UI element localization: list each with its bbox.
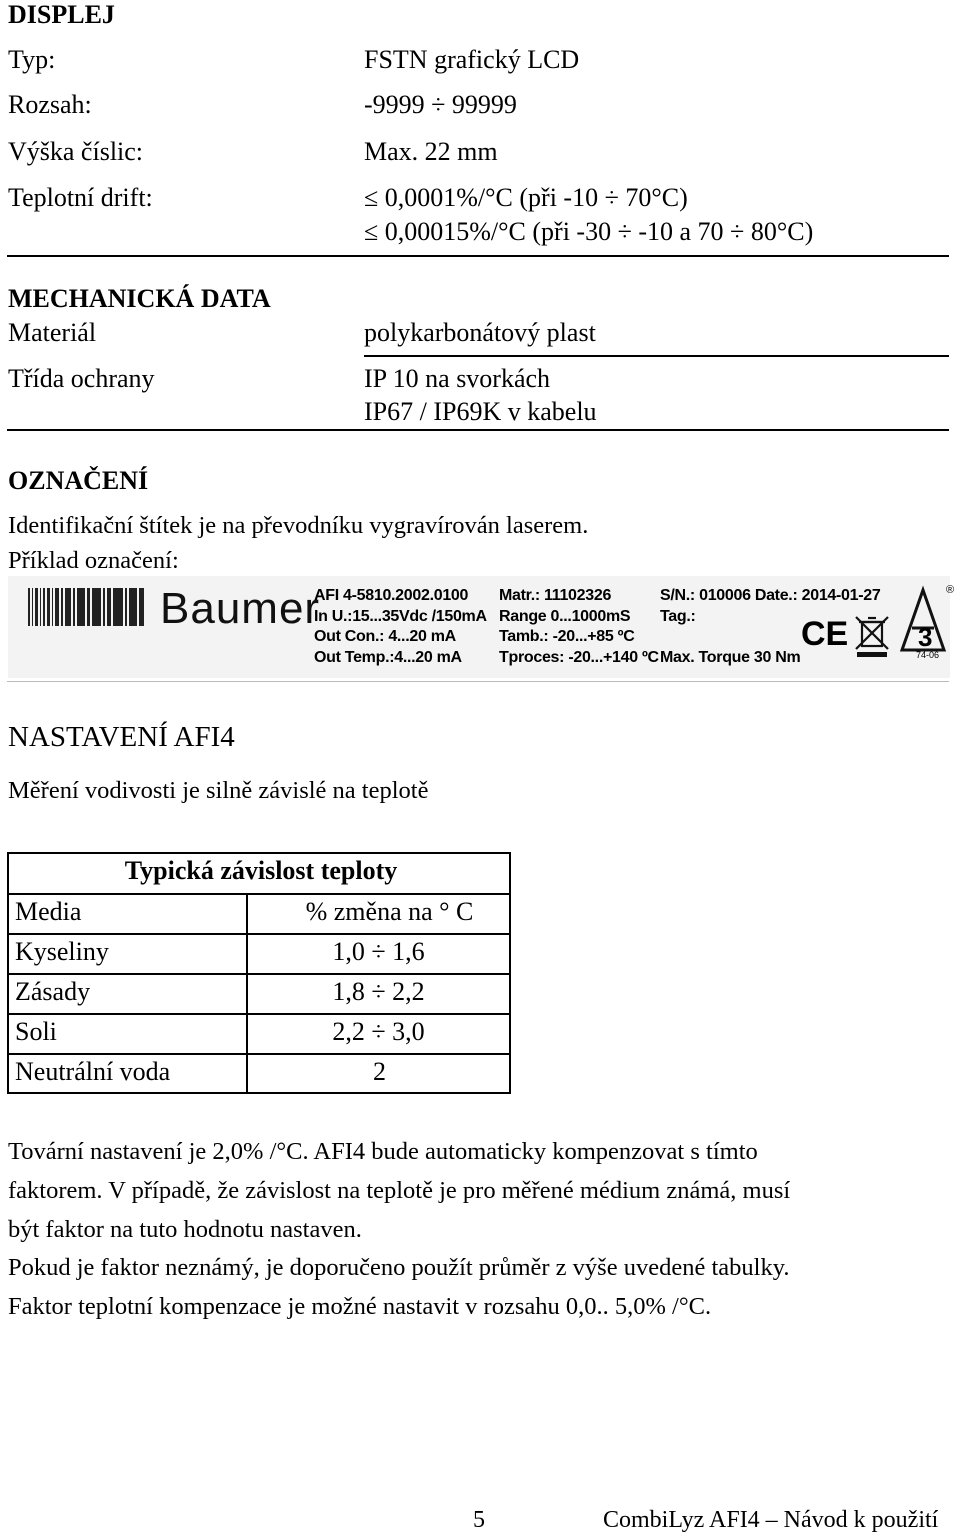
section-heading-settings: NASTAVENÍ AFI4 <box>8 721 235 753</box>
table-cell-media: Soli <box>15 1017 57 1046</box>
table-cell-value: 1,8 ÷ 2,2 <box>332 977 425 1006</box>
section-heading-mechanical: MECHANICKÁ DATA <box>8 284 271 313</box>
table-cell-media: Neutrální voda <box>15 1057 171 1086</box>
paragraph-line: Tovární nastavení je 2,0% /°C. AFI4 bude automaticky kompenzovat s tímto <box>8 1138 758 1165</box>
spec-value-protection-2: IP67 / IP69K v kabelu <box>364 397 597 426</box>
settings-intro: Měření vodivosti je silně závislé na teplotě <box>8 777 429 804</box>
divider <box>7 255 949 257</box>
weee-bin-icon <box>853 614 891 658</box>
label-line: Out Con.: 4...20 mA <box>314 628 456 645</box>
divider <box>7 681 949 682</box>
3a-number: 3 <box>918 622 933 652</box>
table-divider <box>9 973 509 975</box>
table-cell-value: 2,2 ÷ 3,0 <box>332 1017 425 1046</box>
page-number: 5 <box>473 1507 485 1533</box>
label-column-2 <box>499 586 659 668</box>
spec-value-temp-drift-1: ≤ 0,0001%/°C (při -10 ÷ 70°C) <box>364 183 688 212</box>
3a-sanitary-mark <box>898 584 956 664</box>
table-divider <box>9 1053 509 1055</box>
spec-label-temp-drift: Teplotní drift: <box>8 183 153 212</box>
spec-label-range: Rozsah: <box>8 90 92 119</box>
temperature-table <box>7 852 511 1094</box>
spec-label-protection: Třída ochrany <box>8 364 155 393</box>
brand-logo: Baumer <box>160 584 321 633</box>
section-heading-display: DISPLEJ <box>8 0 115 29</box>
table-header-change: % změna na ° C <box>305 897 474 926</box>
paragraph-line: Pokud je faktor neznámý, je doporučeno použít průměr z výše uvedené tabulky. <box>8 1254 790 1281</box>
label-line: Tproces: -20...+140 ºC <box>499 648 659 666</box>
spec-label-material: Materiál <box>8 318 97 347</box>
label-column-1 <box>314 586 487 668</box>
table-divider <box>9 933 509 935</box>
registered-mark: ® <box>946 584 955 596</box>
table-header-media: Media <box>15 897 82 926</box>
barcode-icon <box>28 588 146 626</box>
section-heading-marking: OZNAČENÍ <box>8 466 149 495</box>
label-line: Matr.: 11102326 <box>499 587 612 604</box>
marking-example-label: Příklad označení: <box>8 547 179 574</box>
label-line: Tag.: <box>660 607 696 625</box>
table-title: Typická závislost teploty <box>124 856 398 885</box>
table-cell-media: Zásady <box>15 977 91 1006</box>
label-line: S/N.: 010006 Date.: 2014-01-27 <box>660 587 881 604</box>
product-label <box>8 576 955 678</box>
label-line: AFI 4-5810.2002.0100 <box>314 587 469 604</box>
spec-label-digit-height: Výška číslic: <box>8 137 144 166</box>
spec-value-digit-height: Max. 22 mm <box>364 137 498 166</box>
table-divider <box>9 1013 509 1015</box>
paragraph-line: Faktor teplotní kompenzace je možné nastavit v rozsahu 0,0.. 5,0% /°C. <box>8 1293 712 1320</box>
table-cell-value: 2 <box>373 1057 386 1086</box>
spec-value-range: -9999 ÷ 99999 <box>364 90 517 119</box>
label-line: Out Temp.:4...20 mA <box>314 648 462 666</box>
paragraph-line: být faktor na tuto hodnotu nastaven. <box>8 1216 362 1243</box>
3a-code: 74-06 <box>916 650 940 660</box>
divider <box>7 429 949 431</box>
table-cell-media: Kyseliny <box>15 937 109 966</box>
ce-mark-icon: CE <box>801 615 849 653</box>
label-line: In U.:15...35Vdc /150mA <box>314 607 487 625</box>
label-line: Range 0...1000mS <box>499 607 631 625</box>
footer-title: CombiLyz AFI4 – Návod k použití <box>603 1507 939 1533</box>
spec-value-type: FSTN grafický LCD <box>364 45 580 74</box>
spec-value-material: polykarbonátový plast <box>364 318 596 347</box>
divider <box>364 355 949 357</box>
marking-text: Identifikační štítek je na převodníku vygravírován laserem. <box>8 512 589 539</box>
spec-value-temp-drift-2: ≤ 0,00015%/°C (při -30 ÷ -10 a 70 ÷ 80°C) <box>364 217 814 246</box>
label-line: Tamb.: -20...+85 ºC <box>499 628 635 645</box>
spec-label-type: Typ: <box>8 45 56 74</box>
table-divider <box>9 893 509 895</box>
table-cell-value: 1,0 ÷ 1,6 <box>332 937 425 966</box>
spec-value-protection-1: IP 10 na svorkách <box>364 364 551 393</box>
label-line: Max. Torque 30 Nm <box>660 648 801 666</box>
paragraph-line: faktorem. V případě, že závislost na teplotě je pro měřené médium známá, musí <box>8 1177 791 1204</box>
